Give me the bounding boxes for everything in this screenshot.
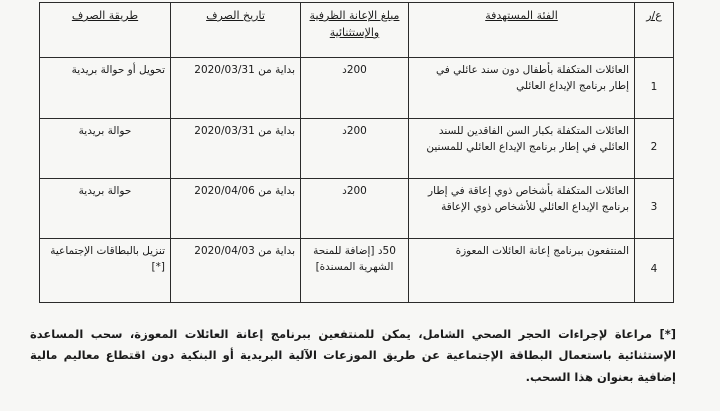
cell-amount: 200د bbox=[301, 179, 409, 239]
header-number: ع/ر bbox=[635, 3, 674, 58]
table-row bbox=[40, 239, 674, 303]
cell-amount: 50د [إضافة للمنحة الشهرية المسندة] bbox=[301, 239, 409, 303]
allowance-table bbox=[39, 2, 674, 303]
cell-category: العائلات المتكفلة بكبار السن الفاقدين للسند العائلي في إطار برنامج الإيداع العائلي للمسنين bbox=[409, 119, 635, 179]
footnote-text: [*] مراعاة لإجراءات الحجر الصحي الشامل، يمكن للمنتفعين ببرنامج إعانة العائلات المعوزة، سحب المساعدة الإستثنائية باستعمال البطاقة الإجتماعية عن طريق الموزعات الآلية البريدية أو البنكية دون اقتطاع معاليم مالية إضافية بعنوان هذا السحب. bbox=[30, 327, 676, 384]
table-row bbox=[40, 119, 674, 179]
table-header-row bbox=[40, 3, 674, 58]
cell-category: العائلات المتكفلة بأشخاص ذوي إعاقة في إطار برنامج الإيداع العائلي للأشخاص ذوي الإعاقة bbox=[409, 179, 635, 239]
cell-method: تحويل أو حوالة بريدية bbox=[40, 58, 171, 119]
header-date: تاريخ الصرف bbox=[171, 3, 301, 58]
cell-method: تنزيل بالبطاقات الإجتماعية [*] bbox=[40, 239, 171, 303]
cell-date: بداية من 2020/03/31 bbox=[171, 58, 301, 119]
table-row bbox=[40, 179, 674, 239]
cell-number: 2 bbox=[635, 119, 674, 179]
cell-amount: 200د bbox=[301, 58, 409, 119]
cell-method: حوالة بريدية bbox=[40, 179, 171, 239]
table-row bbox=[40, 58, 674, 119]
cell-category: العائلات المتكفلة بأطفال دون سند عائلي في إطار برنامج الإيداع العائلي bbox=[409, 58, 635, 119]
cell-date: بداية من 2020/04/03 bbox=[171, 239, 301, 303]
header-method: طريقة الصرف bbox=[40, 3, 171, 58]
header-amount: مبلغ الإعانة الظرفية والإستثنائية bbox=[301, 3, 409, 58]
cell-category: المنتفعون ببرنامج إعانة العائلات المعوزة bbox=[409, 239, 635, 303]
header-category: الفئة المستهدفة bbox=[409, 3, 635, 58]
cell-number: 3 bbox=[635, 179, 674, 239]
cell-date: بداية من 2020/04/06 bbox=[171, 179, 301, 239]
cell-date: بداية من 2020/03/31 bbox=[171, 119, 301, 179]
footnote bbox=[30, 324, 676, 388]
cell-number: 4 bbox=[635, 239, 674, 303]
cell-amount: 200د bbox=[301, 119, 409, 179]
cell-method: حوالة بريدية bbox=[40, 119, 171, 179]
cell-number: 1 bbox=[635, 58, 674, 119]
